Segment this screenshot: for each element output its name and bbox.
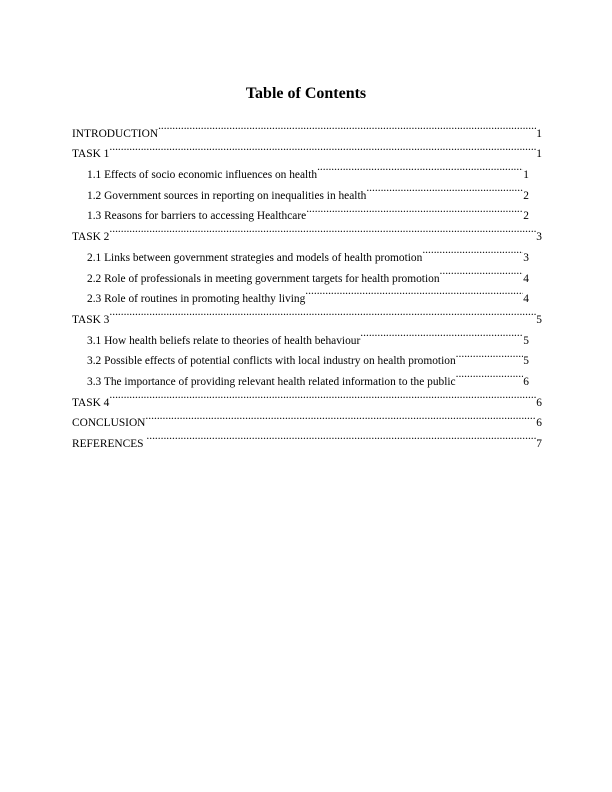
toc-page-number: 6 — [523, 375, 529, 388]
toc-page-number: 7 — [536, 438, 542, 450]
toc-entry-text: 1.2 Government sources in reporting on inequalities in health — [87, 189, 367, 202]
toc-dot-leader — [109, 219, 536, 240]
toc-entry-text: INTRODUCTION — [72, 127, 159, 140]
toc-dot-leader — [146, 426, 536, 447]
toc-entry-text: TASK 1 — [72, 148, 110, 161]
toc-dot-leader — [456, 364, 524, 385]
toc-dot-leader — [456, 344, 524, 365]
toc-dot-leader — [145, 406, 536, 427]
toc-dot-leader — [109, 137, 536, 158]
toc-page-number: 5 — [536, 313, 542, 326]
toc-dot-leader — [305, 282, 523, 303]
toc-dot-leader — [109, 302, 536, 323]
toc-dot-leader — [306, 199, 523, 220]
toc-page-number: 1 — [536, 148, 542, 161]
toc-page-number: 2 — [523, 210, 529, 223]
toc-dot-leader — [440, 261, 524, 282]
toc-page-number: 2 — [523, 189, 529, 202]
toc-title: Table of Contents — [245, 85, 367, 102]
toc-entry-text: 2.1 Links between government strategies and models of health promotion — [87, 251, 423, 264]
toc-page-number: 1 — [536, 127, 542, 140]
toc-entry-3-1[interactable] — [87, 323, 529, 347]
toc-page-number: 5 — [523, 334, 529, 347]
toc-entry-text: 3.3 The importance of providing relevant health related information to the public — [87, 375, 456, 388]
toc-entry-2-1[interactable] — [87, 240, 529, 264]
toc-entry-introduction[interactable] — [72, 116, 542, 140]
toc-entry-text: 3.1 How health beliefs relate to theories of health behaviour — [87, 334, 361, 347]
toc-page-number: 4 — [523, 293, 529, 306]
toc-dot-leader — [317, 157, 523, 178]
toc-page-number: 3 — [536, 231, 542, 244]
toc-dot-leader — [158, 116, 536, 137]
toc-dot-leader — [366, 178, 523, 199]
toc-entry-text: TASK 2 — [72, 231, 110, 244]
toc-entry-text: 2.2 Role of professionals in meeting government targets for health promotion — [87, 272, 440, 285]
toc-entry-text: CONCLUSION — [72, 417, 146, 430]
toc-page-number: 1 — [523, 169, 529, 182]
toc-entry-1-1[interactable] — [87, 157, 529, 182]
toc-dot-leader — [109, 385, 536, 406]
toc-entry-text: 1.1 Effects of socio economic influences on health — [87, 169, 318, 182]
toc-page-number: 6 — [536, 417, 542, 430]
toc-entry-text: TASK 3 — [72, 313, 110, 326]
toc-page-number: 5 — [523, 355, 529, 368]
toc-entry-text: 2.3 Role of routines in promoting healthy living — [87, 293, 306, 306]
toc-list — [72, 116, 542, 450]
toc-entry-task-3[interactable] — [72, 302, 542, 326]
toc-entry-text: 1.3 Reasons for barriers to accessing Healthcare — [87, 210, 307, 223]
toc-entry-text: TASK 4 — [72, 396, 110, 409]
toc-page-number: 3 — [523, 251, 529, 264]
toc-dot-leader — [422, 240, 523, 261]
toc-entry-task-1[interactable] — [72, 137, 542, 161]
toc-dot-leader — [360, 323, 523, 344]
toc-entry-task-4[interactable] — [72, 385, 542, 409]
toc-page-number: 6 — [536, 396, 542, 409]
toc-entry-task-2[interactable] — [72, 219, 542, 244]
toc-entry-conclusion[interactable] — [72, 406, 542, 430]
toc-page-number: 4 — [523, 272, 529, 285]
toc-entry-text: REFERENCES — [72, 438, 147, 450]
toc-entry-text: 3.2 Possible effects of potential conflicts with local industry on health promotion — [87, 355, 456, 368]
